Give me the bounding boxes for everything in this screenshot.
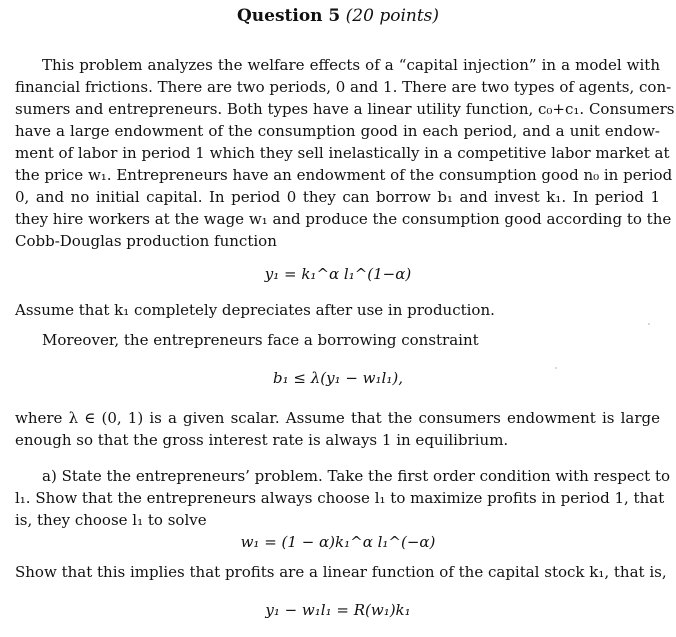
where-line-2: enough so that the gross interest rate is always 1 in equilibrium.: [15, 431, 509, 449]
show-that-text: Show that this implies that profits are a linear function of the capital stock k₁, that is,: [15, 563, 667, 581]
paragraph1-line-2: financial frictions. There are two periods, 0 and 1. There are two types of agents, con-: [15, 78, 672, 96]
paragraph1-line-5: ment of labor in period 1 which they sell inelastically in a competitive labor market at: [15, 144, 670, 162]
where-line-1: where λ ∈ (0, 1) is a given scalar. Assume that the consumers endowment is large: [15, 409, 660, 427]
paragraph1-line-4: have a large endowment of the consumption good in each period, and a unit endow-: [15, 122, 660, 140]
question-points: (20 points): [345, 6, 440, 26]
scan-speck: [555, 367, 557, 369]
part-a-line-1: a) State the entrepreneurs’ problem. Take the first order condition with respect to: [42, 467, 671, 485]
production-function-equation: y₁ = k₁^α l₁^(1−α): [264, 265, 412, 283]
wage-equation: w₁ = (1 − α)k₁^α l₁^(−α): [240, 533, 436, 551]
part-a-line-3: is, they choose l₁ to solve: [15, 511, 207, 529]
scan-speck: [648, 323, 650, 325]
part-a-line-2: l₁. Show that the entrepreneurs always choose l₁ to maximize profits in period 1, that: [15, 489, 665, 507]
paragraph1-line-3: sumers and entrepreneurs. Both types have a linear utility function, c₀+c₁. Consumers: [15, 100, 675, 118]
paragraph1-line-9: Cobb-Douglas production function: [15, 232, 277, 250]
borrowing-constraint-equation: b₁ ≤ λ(y₁ − w₁l₁),: [273, 369, 403, 387]
paragraph1-line-8: they hire workers at the wage w₁ and produce the consumption good according to the: [15, 210, 672, 228]
profit-equation: y₁ − w₁l₁ = R(w₁)k₁: [265, 601, 411, 619]
depreciation-text: Assume that k₁ completely depreciates after use in production.: [15, 301, 495, 319]
moreover-text: Moreover, the entrepreneurs face a borrowing constraint: [42, 331, 479, 349]
question-heading: [0, 6, 676, 26]
paragraph1-line-1: This problem analyzes the welfare effects of a “capital injection” in a model with: [42, 56, 660, 74]
question-title: Question 5: [236, 6, 341, 26]
paragraph1-line-7: 0, and no initial capital. In period 0 they can borrow b₁ and invest k₁. In period 1: [15, 188, 660, 206]
paragraph1-line-6: the price w₁. Entrepreneurs have an endowment of the consumption good n₀ in period: [15, 166, 673, 184]
